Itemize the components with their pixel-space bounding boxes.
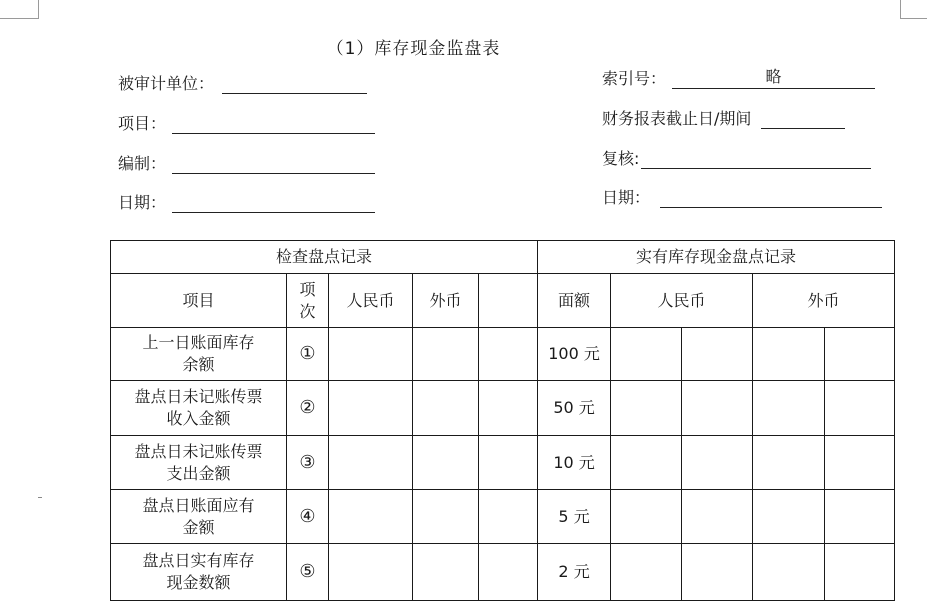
col-header-foreign: 外币 bbox=[413, 274, 479, 328]
cell-foreign-actual-a[interactable] bbox=[753, 490, 825, 544]
cell-rmb-actual-a[interactable] bbox=[611, 381, 682, 436]
cell-foreign-actual-a[interactable] bbox=[753, 436, 825, 490]
cell-foreign-actual-a[interactable] bbox=[753, 544, 825, 601]
prep-date-label: 日期： bbox=[118, 193, 167, 212]
col-header-item: 项目 bbox=[111, 274, 287, 328]
col-header-seq-line2: 次 bbox=[299, 301, 316, 321]
col-header-blank bbox=[479, 274, 538, 328]
prep-date-line[interactable] bbox=[172, 194, 375, 213]
review-field bbox=[602, 146, 871, 169]
group-header-row bbox=[111, 241, 895, 274]
cell-rmb-actual-b[interactable] bbox=[682, 490, 753, 544]
row-item-line2: 金额 bbox=[182, 517, 215, 537]
cell-foreign-actual-a[interactable] bbox=[753, 328, 825, 381]
row-denomination: 2 元 bbox=[538, 544, 611, 601]
audited-unit-field bbox=[118, 71, 367, 94]
project-label: 项目： bbox=[118, 114, 167, 133]
cell-foreign[interactable] bbox=[413, 381, 479, 436]
cell-foreign-actual-b[interactable] bbox=[825, 490, 895, 544]
table-row bbox=[111, 544, 895, 601]
index-number-field bbox=[602, 66, 875, 89]
cell-rmb[interactable] bbox=[329, 544, 413, 601]
prep-date-field bbox=[118, 190, 375, 213]
prepared-by-line[interactable] bbox=[172, 155, 375, 174]
row-item-line1: 盘点日账面应有 bbox=[142, 495, 255, 515]
row-item-label bbox=[111, 490, 287, 544]
row-seq: ⑤ bbox=[287, 544, 329, 601]
cell-foreign[interactable] bbox=[413, 544, 479, 601]
cell-foreign[interactable] bbox=[413, 328, 479, 381]
cell-blank[interactable] bbox=[479, 544, 538, 601]
row-item-line2: 余额 bbox=[182, 355, 215, 374]
cell-rmb-actual-b[interactable] bbox=[682, 436, 753, 490]
row-item-label bbox=[111, 381, 287, 436]
prepared-by-label: 编制： bbox=[118, 154, 167, 173]
cell-foreign-actual-b[interactable] bbox=[825, 328, 895, 381]
row-item-line2: 支出金额 bbox=[166, 463, 231, 483]
table-row bbox=[111, 381, 895, 436]
row-item-line1: 上一日账面库存 bbox=[142, 333, 255, 352]
index-number-line[interactable] bbox=[672, 67, 875, 89]
review-date-label: 日期： bbox=[602, 188, 651, 207]
row-seq: ④ bbox=[287, 490, 329, 544]
cell-rmb[interactable] bbox=[329, 490, 413, 544]
row-denomination: 50 元 bbox=[538, 381, 611, 436]
column-header-row bbox=[111, 274, 895, 328]
cell-rmb-actual-a[interactable] bbox=[611, 436, 682, 490]
prepared-by-field bbox=[118, 151, 375, 174]
review-date-field bbox=[602, 185, 882, 208]
cell-blank[interactable] bbox=[479, 490, 538, 544]
row-denomination: 5 元 bbox=[538, 490, 611, 544]
review-label: 复核: bbox=[602, 149, 640, 168]
cell-rmb-actual-b[interactable] bbox=[682, 544, 753, 601]
table-row bbox=[111, 490, 895, 544]
row-item-line2: 现金数额 bbox=[166, 573, 231, 592]
cash-count-table bbox=[110, 240, 895, 601]
row-seq: ③ bbox=[287, 436, 329, 490]
cell-rmb-actual-a[interactable] bbox=[611, 490, 682, 544]
cell-foreign-actual-a[interactable] bbox=[753, 381, 825, 436]
row-denomination: 100 元 bbox=[538, 328, 611, 381]
col-header-foreign-actual: 外币 bbox=[753, 274, 895, 328]
row-item-line1: 盘点日未记账传票 bbox=[134, 387, 263, 406]
row-seq: ② bbox=[287, 381, 329, 436]
project-line[interactable] bbox=[172, 115, 375, 134]
audited-unit-line[interactable] bbox=[222, 75, 367, 94]
row-item-label bbox=[111, 544, 287, 601]
cell-foreign[interactable] bbox=[413, 436, 479, 490]
cell-blank[interactable] bbox=[479, 381, 538, 436]
index-number-label: 索引号： bbox=[602, 69, 667, 88]
col-header-seq bbox=[287, 274, 329, 328]
row-item-line1: 盘点日未记账传票 bbox=[134, 441, 263, 461]
table-row bbox=[111, 328, 895, 381]
page-corner-mark-top-right bbox=[900, 0, 927, 19]
row-denomination: 10 元 bbox=[538, 436, 611, 490]
col-header-denomination: 面额 bbox=[538, 274, 611, 328]
document-title: （1）库存现金监盘表 bbox=[326, 39, 501, 59]
period-end-label: 财务报表截止日/期间 bbox=[602, 109, 752, 128]
period-end-line[interactable] bbox=[761, 110, 845, 129]
cell-rmb-actual-a[interactable] bbox=[611, 328, 682, 381]
page-corner-mark-top-left bbox=[0, 0, 39, 19]
cell-rmb[interactable] bbox=[329, 328, 413, 381]
audited-unit-label: 被审计单位： bbox=[118, 74, 215, 93]
row-item-label bbox=[111, 328, 287, 381]
col-header-seq-line1: 项 bbox=[299, 279, 316, 299]
cell-rmb[interactable] bbox=[329, 436, 413, 490]
cell-rmb-actual-b[interactable] bbox=[682, 328, 753, 381]
col-header-rmb-actual: 人民币 bbox=[611, 274, 753, 328]
group-header-check-record: 检查盘点记录 bbox=[111, 241, 538, 274]
row-seq: ① bbox=[287, 328, 329, 381]
row-item-line1: 盘点日实有库存 bbox=[142, 551, 255, 570]
row-item-line2: 收入金额 bbox=[166, 409, 231, 428]
group-header-actual-record: 实有库存现金盘点记录 bbox=[538, 241, 895, 274]
project-field bbox=[118, 111, 375, 134]
cell-rmb-actual-a[interactable] bbox=[611, 544, 682, 601]
review-date-line[interactable] bbox=[660, 189, 882, 208]
table-row bbox=[111, 436, 895, 490]
cell-rmb[interactable] bbox=[329, 381, 413, 436]
cell-blank[interactable] bbox=[479, 436, 538, 490]
cell-rmb-actual-b[interactable] bbox=[682, 381, 753, 436]
cell-foreign[interactable] bbox=[413, 490, 479, 544]
col-header-rmb: 人民币 bbox=[329, 274, 413, 328]
cell-foreign-actual-b[interactable] bbox=[825, 544, 895, 601]
index-number-value: 略 bbox=[765, 67, 782, 86]
cell-foreign-actual-b[interactable] bbox=[825, 436, 895, 490]
cell-foreign-actual-b[interactable] bbox=[825, 381, 895, 436]
period-end-field bbox=[602, 106, 845, 129]
row-item-label bbox=[111, 436, 287, 490]
cell-blank[interactable] bbox=[479, 328, 538, 381]
scan-speck bbox=[38, 497, 42, 498]
review-line[interactable] bbox=[641, 150, 871, 169]
